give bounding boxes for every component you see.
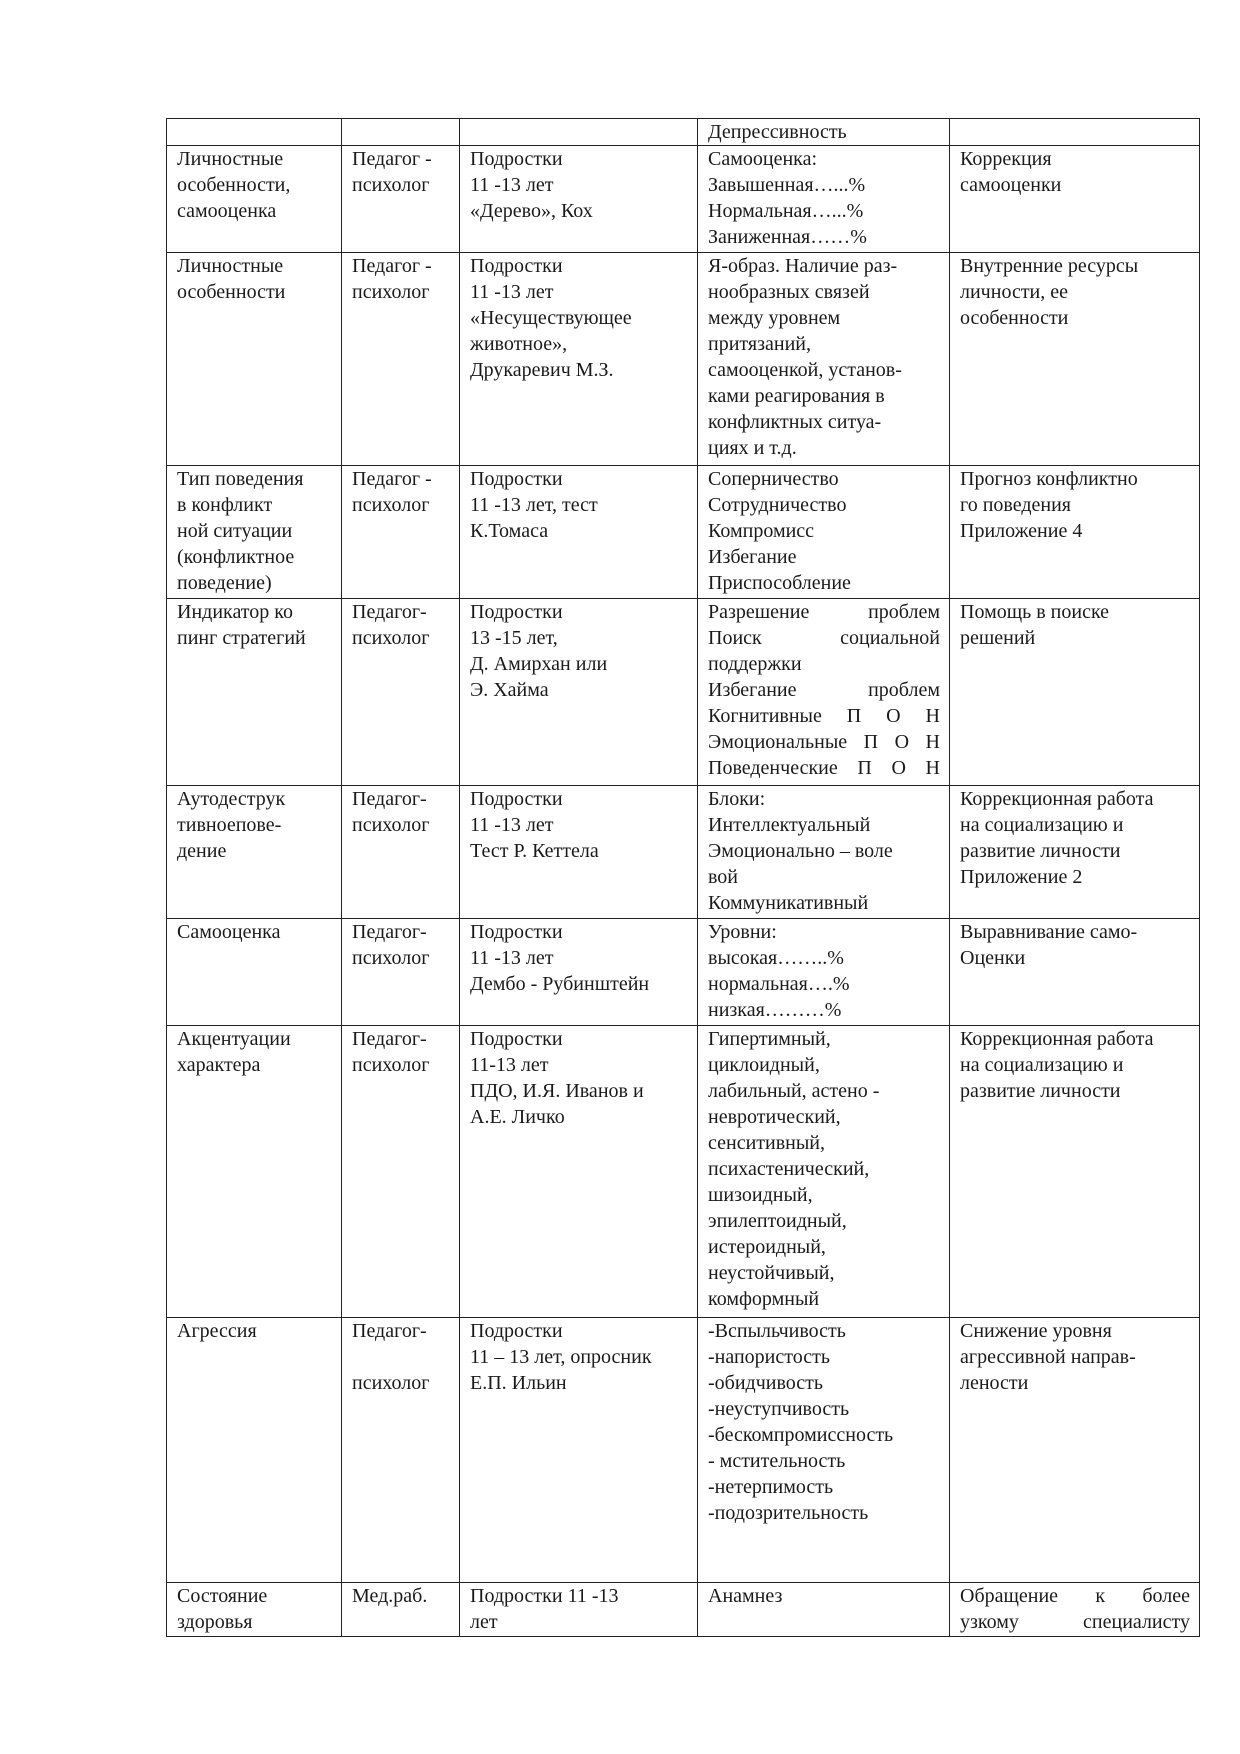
table-row xyxy=(167,253,1200,466)
result-cell: Самооценка: Завышенная…...% Нормальная…...% Заниженная……% xyxy=(698,146,950,253)
result-cell: Блоки: Интеллектуальный Эмоционально – воле вой Коммуникативный xyxy=(698,786,950,919)
topic-cell: Тип поведения в конфликт ной ситуации (конфликтное поведение) xyxy=(167,466,342,599)
table-row xyxy=(167,1318,1200,1583)
topic-cell: Самооценка xyxy=(167,919,342,1026)
table-row xyxy=(167,1026,1200,1318)
topic-cell: Личностные особенности xyxy=(167,253,342,466)
action-cell: Коррекционная работа на социализацию и развитие личности Приложение 2 xyxy=(950,786,1200,919)
table-row xyxy=(167,146,1200,253)
result-cell: Уровни: высокая……..% нормальная….% низкая………% xyxy=(698,919,950,1026)
method-cell: Подростки 13 -15 лет, Д. Амирхан или Э. Хайма xyxy=(460,599,698,786)
result-cell: -Вспыльчивость -напористость -обидчивость -неуступчивость -бескомпромиссность - мстительность -нетерпимость -подозрительность xyxy=(698,1318,950,1583)
result-cell: Соперничество Сотрудничество Компромисс Избегание Приспособление xyxy=(698,466,950,599)
responsible-cell: Педагог- психолог xyxy=(342,1318,460,1583)
action-cell: Обращение к более узкому специалисту xyxy=(950,1583,1200,1637)
action-cell: Снижение уровня агрессивной направ- лености xyxy=(950,1318,1200,1583)
method-cell: Подростки 11 -13 лет xyxy=(460,1583,698,1637)
result-cell: Гипертимный, циклоидный, лабильный, астено - невротический, сенситивный, психастенический, шизоидный, эпилептоидный, истероидный, неустойчивый, комформный xyxy=(698,1026,950,1318)
action-cell xyxy=(950,119,1200,146)
table-row xyxy=(167,1583,1200,1637)
responsible-cell: Педагог- психолог xyxy=(342,786,460,919)
topic-cell: Агрессия xyxy=(167,1318,342,1583)
action-cell: Прогноз конфликтно го поведения Приложение 4 xyxy=(950,466,1200,599)
result-cell: Анамнез xyxy=(698,1583,950,1637)
table-row xyxy=(167,919,1200,1026)
method-cell xyxy=(460,119,698,146)
topic-cell: Акцентуации характера xyxy=(167,1026,342,1318)
responsible-cell: Педагог- психолог xyxy=(342,599,460,786)
responsible-cell xyxy=(342,119,460,146)
action-cell: Коррекция самооценки xyxy=(950,146,1200,253)
topic-cell xyxy=(167,119,342,146)
table-row xyxy=(167,119,1200,146)
action-cell: Выравнивание само- Оценки xyxy=(950,919,1200,1026)
method-cell: Подростки 11-13 лет ПДО, И.Я. Иванов и А.Е. Личко xyxy=(460,1026,698,1318)
action-cell: Помощь в поиске решений xyxy=(950,599,1200,786)
responsible-cell: Педагог - психолог xyxy=(342,466,460,599)
topic-cell: Индикатор ко пинг стратегий xyxy=(167,599,342,786)
method-cell: Подростки 11 -13 лет «Несуществующее животное», Друкаревич М.З. xyxy=(460,253,698,466)
table-row xyxy=(167,599,1200,786)
result-cell: Депрессивность xyxy=(698,119,950,146)
topic-cell: Аутодеструк тивноепове- дение xyxy=(167,786,342,919)
table-row xyxy=(167,466,1200,599)
method-cell: Подростки 11 – 13 лет, опросник Е.П. Ильин xyxy=(460,1318,698,1583)
responsible-cell: Педагог- психолог xyxy=(342,919,460,1026)
topic-cell: Личностные особенности, самооценка xyxy=(167,146,342,253)
topic-cell: Состояние здоровья xyxy=(167,1583,342,1637)
table-row xyxy=(167,786,1200,919)
diagnostics-table xyxy=(166,118,1200,1637)
action-cell: Коррекционная работа на социализацию и развитие личности xyxy=(950,1026,1200,1318)
responsible-cell: Мед.раб. xyxy=(342,1583,460,1637)
action-cell: Внутренние ресурсы личности, ее особенности xyxy=(950,253,1200,466)
responsible-cell: Педагог - психолог xyxy=(342,253,460,466)
method-cell: Подростки 11 -13 лет Дембо - Рубинштейн xyxy=(460,919,698,1026)
result-cell: Я-образ. Наличие раз- нообразных связей между уровнем притязаний, самооценкой, установ- ками реагирования в конфликтных ситуа- циях и т.д. xyxy=(698,253,950,466)
method-cell: Подростки 11 -13 лет Тест Р. Кеттела xyxy=(460,786,698,919)
result-cell: Разрешение проблем Поиск социальной поддержки Избегание проблем Когнитивные П О Н Эмоциональные П О Н Поведенческие П О Н xyxy=(698,599,950,786)
method-cell: Подростки 11 -13 лет «Дерево», Кох xyxy=(460,146,698,253)
method-cell: Подростки 11 -13 лет, тест К.Томаса xyxy=(460,466,698,599)
responsible-cell: Педагог- психолог xyxy=(342,1026,460,1318)
responsible-cell: Педагог - психолог xyxy=(342,146,460,253)
